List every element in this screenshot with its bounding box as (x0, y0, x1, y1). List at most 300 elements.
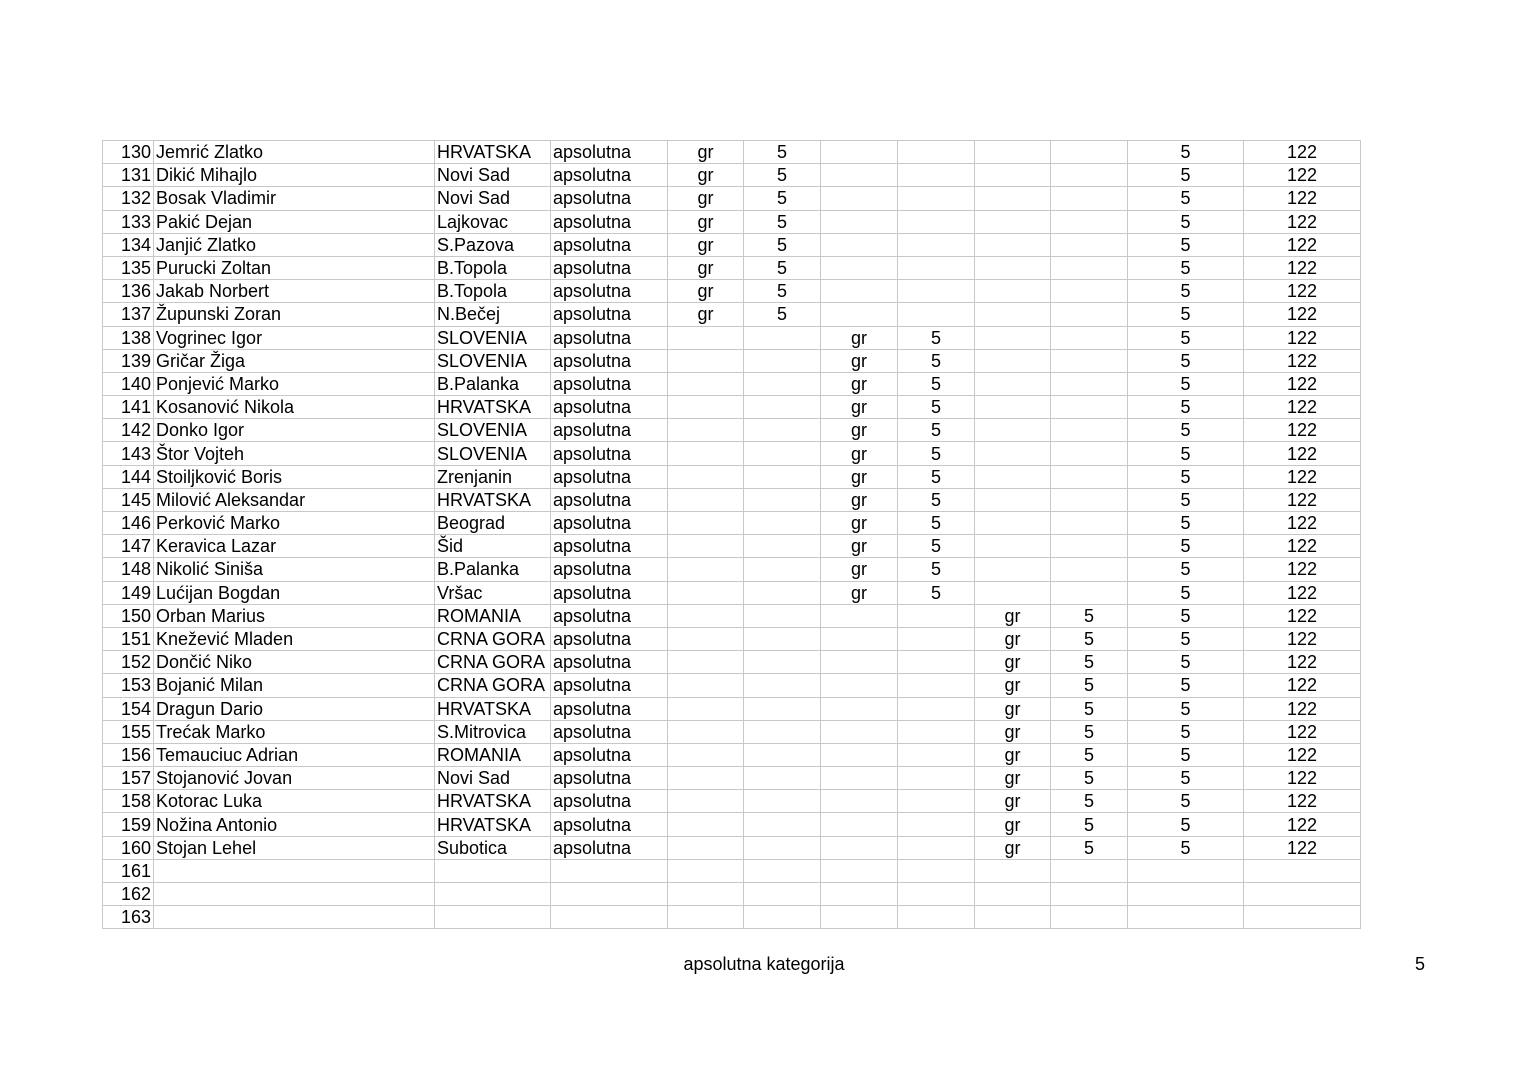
competitor-city: Lajkovac (435, 210, 551, 233)
competitor-name: Orban Marius (154, 604, 435, 627)
group-3-points (1051, 210, 1128, 233)
group-2-label (821, 836, 898, 859)
group-2-label (821, 604, 898, 627)
table-row (103, 859, 1361, 882)
row-number: 140 (103, 372, 154, 395)
group-3-label (975, 883, 1051, 906)
group-2-label (821, 627, 898, 650)
group-2-points: 5 (898, 396, 975, 419)
group-3-points (1051, 488, 1128, 511)
group-3-label (975, 558, 1051, 581)
group-3-points (1051, 233, 1128, 256)
competitor-city: B.Topola (435, 280, 551, 303)
group-3-label: gr (975, 604, 1051, 627)
group-3-label (975, 164, 1051, 187)
ranking-score: 122 (1244, 581, 1361, 604)
table-row (103, 627, 1361, 650)
group-3-points: 5 (1051, 767, 1128, 790)
group-3-points (1051, 465, 1128, 488)
group-2-points: 5 (898, 372, 975, 395)
total-points: 5 (1128, 396, 1244, 419)
group-1-points (744, 720, 821, 743)
row-number: 163 (103, 906, 154, 929)
group-1-label: gr (668, 187, 744, 210)
group-2-label: gr (821, 465, 898, 488)
total-points: 5 (1128, 280, 1244, 303)
competitor-city: Novi Sad (435, 187, 551, 210)
competitor-name (154, 906, 435, 929)
competitor-name: Kotorac Luka (154, 790, 435, 813)
group-3-points (1051, 558, 1128, 581)
group-3-points: 5 (1051, 836, 1128, 859)
group-1-label (668, 442, 744, 465)
group-2-points (898, 256, 975, 279)
group-1-label (668, 697, 744, 720)
ranking-score (1244, 859, 1361, 882)
total-points: 5 (1128, 836, 1244, 859)
group-2-label: gr (821, 535, 898, 558)
group-1-points (744, 697, 821, 720)
group-1-label (668, 512, 744, 535)
table-row (103, 813, 1361, 836)
group-3-points (1051, 535, 1128, 558)
competitor-category: apsolutna (551, 743, 668, 766)
competitor-city: Vršac (435, 581, 551, 604)
group-1-label: gr (668, 303, 744, 326)
competitor-category: apsolutna (551, 767, 668, 790)
group-3-points: 5 (1051, 813, 1128, 836)
group-3-label (975, 581, 1051, 604)
ranking-score: 122 (1244, 187, 1361, 210)
row-number: 150 (103, 604, 154, 627)
table-row (103, 535, 1361, 558)
competitor-category: apsolutna (551, 535, 668, 558)
group-3-label (975, 442, 1051, 465)
total-points: 5 (1128, 743, 1244, 766)
group-1-points (744, 651, 821, 674)
competitor-city (435, 859, 551, 882)
group-1-label (668, 836, 744, 859)
group-3-points (1051, 512, 1128, 535)
group-1-label (668, 906, 744, 929)
competitor-category: apsolutna (551, 280, 668, 303)
total-points: 5 (1128, 465, 1244, 488)
competitor-name: Trećak Marko (154, 720, 435, 743)
competitor-name: Štor Vojteh (154, 442, 435, 465)
group-1-points (744, 743, 821, 766)
group-2-points (898, 720, 975, 743)
competitor-category: apsolutna (551, 442, 668, 465)
row-number: 141 (103, 396, 154, 419)
group-2-label (821, 883, 898, 906)
group-1-label (668, 372, 744, 395)
row-number: 156 (103, 743, 154, 766)
group-2-label: gr (821, 419, 898, 442)
group-2-points (898, 651, 975, 674)
group-1-label (668, 813, 744, 836)
group-1-points (744, 813, 821, 836)
row-number: 149 (103, 581, 154, 604)
group-2-label (821, 859, 898, 882)
ranking-score: 122 (1244, 372, 1361, 395)
group-3-label (975, 372, 1051, 395)
row-number: 139 (103, 349, 154, 372)
row-number: 160 (103, 836, 154, 859)
competitor-city: HRVATSKA (435, 790, 551, 813)
group-3-points (1051, 419, 1128, 442)
group-2-label (821, 674, 898, 697)
ranking-score: 122 (1244, 697, 1361, 720)
group-1-label: gr (668, 233, 744, 256)
results-table (102, 140, 1361, 929)
competitor-category: apsolutna (551, 349, 668, 372)
competitor-name: Keravica Lazar (154, 535, 435, 558)
group-1-label: gr (668, 141, 744, 164)
group-2-points (898, 674, 975, 697)
group-2-points (898, 813, 975, 836)
group-2-points (898, 627, 975, 650)
competitor-name (154, 859, 435, 882)
competitor-name: Dragun Dario (154, 697, 435, 720)
table-row (103, 349, 1361, 372)
group-1-points (744, 604, 821, 627)
group-2-points (898, 280, 975, 303)
group-2-label: gr (821, 442, 898, 465)
group-1-label (668, 326, 744, 349)
group-2-points (898, 906, 975, 929)
row-number: 134 (103, 233, 154, 256)
total-points: 5 (1128, 512, 1244, 535)
group-2-points (898, 697, 975, 720)
group-3-points (1051, 396, 1128, 419)
table-row (103, 303, 1361, 326)
ranking-score: 122 (1244, 164, 1361, 187)
table-row (103, 164, 1361, 187)
competitor-category: apsolutna (551, 303, 668, 326)
ranking-score: 122 (1244, 442, 1361, 465)
group-1-points (744, 836, 821, 859)
competitor-city: HRVATSKA (435, 396, 551, 419)
competitor-name: Kosanović Nikola (154, 396, 435, 419)
group-2-label (821, 233, 898, 256)
competitor-name: Janjić Zlatko (154, 233, 435, 256)
group-1-points: 5 (744, 256, 821, 279)
competitor-category: apsolutna (551, 720, 668, 743)
total-points: 5 (1128, 697, 1244, 720)
group-1-label (668, 488, 744, 511)
group-2-points (898, 604, 975, 627)
group-3-label (975, 512, 1051, 535)
group-2-points: 5 (898, 488, 975, 511)
group-2-label: gr (821, 581, 898, 604)
group-1-points: 5 (744, 210, 821, 233)
total-points: 5 (1128, 651, 1244, 674)
group-1-label (668, 558, 744, 581)
group-2-label (821, 651, 898, 674)
group-1-points (744, 627, 821, 650)
competitor-city: SLOVENIA (435, 349, 551, 372)
group-1-label (668, 349, 744, 372)
group-1-points (744, 512, 821, 535)
group-3-label (975, 256, 1051, 279)
group-1-label (668, 767, 744, 790)
row-number: 135 (103, 256, 154, 279)
competitor-city: SLOVENIA (435, 419, 551, 442)
competitor-city: Beograd (435, 512, 551, 535)
ranking-score: 122 (1244, 767, 1361, 790)
group-2-label (821, 303, 898, 326)
row-number: 157 (103, 767, 154, 790)
group-1-points (744, 558, 821, 581)
ranking-score: 122 (1244, 210, 1361, 233)
group-2-label (821, 743, 898, 766)
total-points (1128, 859, 1244, 882)
group-1-points: 5 (744, 303, 821, 326)
ranking-score: 122 (1244, 349, 1361, 372)
competitor-city (435, 883, 551, 906)
group-3-label (975, 465, 1051, 488)
table-body (103, 141, 1361, 929)
table-row (103, 512, 1361, 535)
group-1-points (744, 790, 821, 813)
group-3-points: 5 (1051, 790, 1128, 813)
table-row (103, 465, 1361, 488)
group-1-points (744, 442, 821, 465)
group-3-points: 5 (1051, 697, 1128, 720)
table-row (103, 187, 1361, 210)
ranking-score: 122 (1244, 256, 1361, 279)
competitor-city (435, 906, 551, 929)
total-points (1128, 906, 1244, 929)
competitor-city: SLOVENIA (435, 326, 551, 349)
group-3-label (975, 326, 1051, 349)
group-2-label (821, 790, 898, 813)
row-number: 152 (103, 651, 154, 674)
group-1-label: gr (668, 280, 744, 303)
total-points: 5 (1128, 419, 1244, 442)
row-number: 147 (103, 535, 154, 558)
competitor-city: CRNA GORA (435, 627, 551, 650)
group-3-label: gr (975, 627, 1051, 650)
competitor-category: apsolutna (551, 813, 668, 836)
group-3-points (1051, 442, 1128, 465)
row-number: 133 (103, 210, 154, 233)
row-number: 143 (103, 442, 154, 465)
group-1-points (744, 535, 821, 558)
competitor-name: Nožina Antonio (154, 813, 435, 836)
group-1-label (668, 535, 744, 558)
table-row (103, 743, 1361, 766)
ranking-score: 122 (1244, 790, 1361, 813)
table-row (103, 697, 1361, 720)
competitor-category: apsolutna (551, 651, 668, 674)
row-number: 137 (103, 303, 154, 326)
ranking-score: 122 (1244, 558, 1361, 581)
group-2-label (821, 720, 898, 743)
total-points: 5 (1128, 442, 1244, 465)
competitor-name: Stojan Lehel (154, 836, 435, 859)
table-row (103, 141, 1361, 164)
total-points: 5 (1128, 558, 1244, 581)
competitor-category: apsolutna (551, 558, 668, 581)
row-number: 145 (103, 488, 154, 511)
total-points: 5 (1128, 535, 1244, 558)
competitor-name: Gričar Žiga (154, 349, 435, 372)
row-number: 132 (103, 187, 154, 210)
group-3-label (975, 906, 1051, 929)
competitor-city: ROMANIA (435, 743, 551, 766)
group-2-points: 5 (898, 349, 975, 372)
group-2-label (821, 187, 898, 210)
competitor-city: B.Topola (435, 256, 551, 279)
group-3-points (1051, 581, 1128, 604)
group-1-label (668, 396, 744, 419)
table-row (103, 558, 1361, 581)
group-1-points (744, 674, 821, 697)
competitor-city: B.Palanka (435, 558, 551, 581)
group-3-label (975, 349, 1051, 372)
table-row (103, 396, 1361, 419)
ranking-score: 122 (1244, 303, 1361, 326)
competitor-name: Nikolić Siniša (154, 558, 435, 581)
group-1-points (744, 581, 821, 604)
competitor-city: N.Bečej (435, 303, 551, 326)
group-1-points (744, 767, 821, 790)
group-3-points: 5 (1051, 674, 1128, 697)
ranking-score: 122 (1244, 419, 1361, 442)
table-row (103, 280, 1361, 303)
competitor-category: apsolutna (551, 697, 668, 720)
row-number: 148 (103, 558, 154, 581)
group-1-points (744, 372, 821, 395)
group-3-points (1051, 164, 1128, 187)
table-row (103, 488, 1361, 511)
group-2-points (898, 767, 975, 790)
group-3-points (1051, 256, 1128, 279)
competitor-city: SLOVENIA (435, 442, 551, 465)
total-points: 5 (1128, 164, 1244, 187)
competitor-city: B.Palanka (435, 372, 551, 395)
group-2-points: 5 (898, 535, 975, 558)
group-3-points (1051, 372, 1128, 395)
ranking-score: 122 (1244, 836, 1361, 859)
group-3-label: gr (975, 674, 1051, 697)
group-1-points: 5 (744, 187, 821, 210)
group-1-points (744, 488, 821, 511)
competitor-city: Novi Sad (435, 767, 551, 790)
competitor-name: Stoiljković Boris (154, 465, 435, 488)
group-2-label: gr (821, 396, 898, 419)
competitor-category: apsolutna (551, 141, 668, 164)
group-3-points (1051, 187, 1128, 210)
table-row (103, 836, 1361, 859)
total-points: 5 (1128, 210, 1244, 233)
group-1-label (668, 604, 744, 627)
row-number: 130 (103, 141, 154, 164)
group-2-label (821, 697, 898, 720)
group-2-points (898, 164, 975, 187)
table-row (103, 326, 1361, 349)
competitor-city: Subotica (435, 836, 551, 859)
competitor-category: apsolutna (551, 581, 668, 604)
total-points: 5 (1128, 372, 1244, 395)
total-points: 5 (1128, 767, 1244, 790)
group-2-label (821, 141, 898, 164)
competitor-name: Stojanović Jovan (154, 767, 435, 790)
table-row (103, 372, 1361, 395)
group-1-points (744, 419, 821, 442)
group-1-label (668, 743, 744, 766)
group-3-label (975, 280, 1051, 303)
table-row (103, 767, 1361, 790)
total-points: 5 (1128, 488, 1244, 511)
competitor-category: apsolutna (551, 396, 668, 419)
row-number: 151 (103, 627, 154, 650)
competitor-category: apsolutna (551, 210, 668, 233)
group-1-label: gr (668, 164, 744, 187)
ranking-score: 122 (1244, 720, 1361, 743)
group-3-label (975, 233, 1051, 256)
group-1-label: gr (668, 256, 744, 279)
group-2-points (898, 303, 975, 326)
row-number: 155 (103, 720, 154, 743)
group-1-label (668, 651, 744, 674)
table-row (103, 581, 1361, 604)
group-3-points (1051, 349, 1128, 372)
group-1-label (668, 883, 744, 906)
ranking-score: 122 (1244, 512, 1361, 535)
group-3-points (1051, 906, 1128, 929)
group-3-label (975, 187, 1051, 210)
competitor-category: apsolutna (551, 836, 668, 859)
group-3-points (1051, 303, 1128, 326)
competitor-city: Šid (435, 535, 551, 558)
total-points: 5 (1128, 720, 1244, 743)
group-2-points (898, 187, 975, 210)
group-3-points (1051, 883, 1128, 906)
group-3-label: gr (975, 836, 1051, 859)
group-2-label: gr (821, 349, 898, 372)
total-points: 5 (1128, 187, 1244, 210)
ranking-score: 122 (1244, 674, 1361, 697)
row-number: 159 (103, 813, 154, 836)
group-3-label (975, 210, 1051, 233)
table-row (103, 442, 1361, 465)
group-2-points (898, 883, 975, 906)
row-number: 158 (103, 790, 154, 813)
competitor-city: HRVATSKA (435, 813, 551, 836)
competitor-city: HRVATSKA (435, 141, 551, 164)
table-row (103, 604, 1361, 627)
group-3-label (975, 419, 1051, 442)
competitor-name: Jemrić Zlatko (154, 141, 435, 164)
group-3-label: gr (975, 651, 1051, 674)
group-3-points: 5 (1051, 743, 1128, 766)
group-2-points (898, 210, 975, 233)
row-number: 142 (103, 419, 154, 442)
row-number: 131 (103, 164, 154, 187)
group-2-label: gr (821, 558, 898, 581)
group-1-points: 5 (744, 164, 821, 187)
group-3-label (975, 303, 1051, 326)
group-3-points: 5 (1051, 627, 1128, 650)
ranking-score: 122 (1244, 233, 1361, 256)
group-2-points: 5 (898, 465, 975, 488)
table-row (103, 256, 1361, 279)
group-1-points (744, 349, 821, 372)
group-3-points: 5 (1051, 720, 1128, 743)
group-1-points (744, 326, 821, 349)
